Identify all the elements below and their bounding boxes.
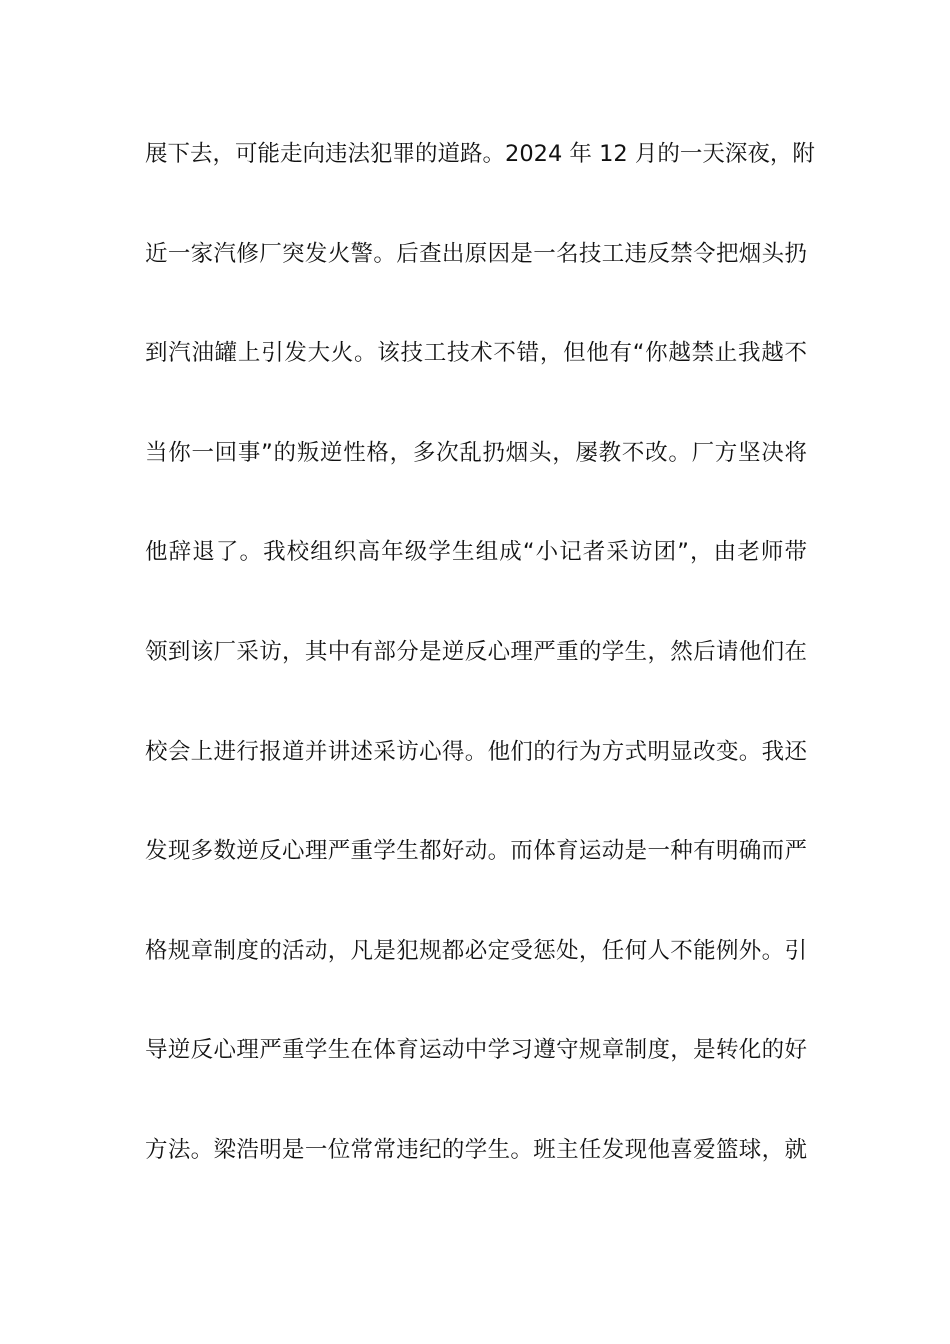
text-line: 他辞退了。我校组织高年级学生组成“小记者采访团”，由老师带 <box>145 539 807 566</box>
text-line: 领到该厂采访，其中有部分是逆反心理严重的学生，然后请他们在 <box>145 638 807 665</box>
text-line: 到汽油罐上引发大火。该技工技术不错，但他有“你越禁止我越不 <box>145 340 807 367</box>
text-line: 方法。梁浩明是一位常常违纪的学生。班主任发现他喜爱篮球，就 <box>145 1136 807 1163</box>
text-line: 近一家汽修厂突发火警。后查出原因是一名技工违反禁令把烟头扔 <box>145 240 807 267</box>
text-line: 发现多数逆反心理严重学生都好动。而体育运动是一种有明确而严 <box>145 838 807 865</box>
text-line: 展下去，可能走向违法犯罪的道路。2024 年 12 月的一天深夜，附 <box>145 141 815 167</box>
text-line: 当你一回事”的叛逆性格，多次乱扔烟头，屡教不改。厂方坚决将 <box>145 439 807 466</box>
text-line: 校会上进行报道并讲述采访心得。他们的行为方式明显改变。我还 <box>145 738 807 765</box>
text-line: 格规章制度的活动，凡是犯规都必定受惩处，任何人不能例外。引 <box>145 937 807 964</box>
text-line: 导逆反心理严重学生在体育运动中学习遵守规章制度，是转化的好 <box>145 1037 807 1064</box>
body-text <box>145 128 815 1224</box>
